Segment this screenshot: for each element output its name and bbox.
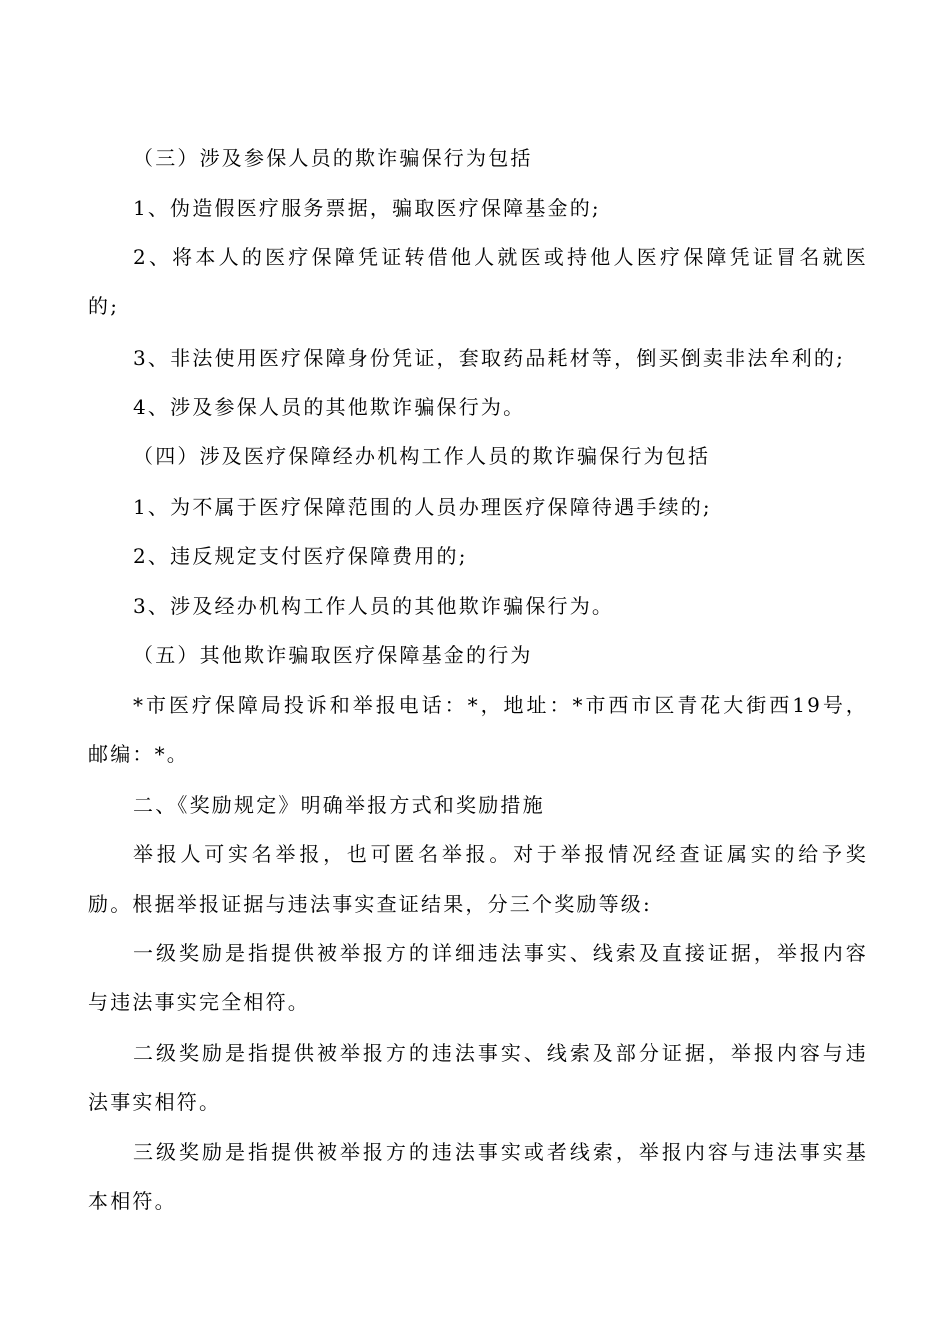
reward-level-one-continued: 与违法事实完全相符。 [88, 990, 310, 1014]
list-item: 3、涉及经办机构工作人员的其他欺诈骗保行为。 [133, 594, 615, 618]
reward-level-three: 三级奖励是指提供被举报方的违法事实或者线索，举报内容与违法事实基 [133, 1140, 868, 1164]
reward-level-one: 一级奖励是指提供被举报方的详细违法事实、线索及直接证据，举报内容 [133, 941, 868, 965]
list-item: 1、伪造假医疗服务票据，骗取医疗保障基金的; [133, 196, 601, 220]
section-heading-two: 二、《奖励规定》明确举报方式和奖励措施 [133, 793, 545, 817]
report-paragraph: 举报人可实名举报，也可匿名举报。对于举报情况经查证属实的给予奖 [133, 842, 868, 866]
list-item: 2、将本人的医疗保障凭证转借他人就医或持他人医疗保障凭证冒名就医 [133, 245, 868, 269]
reward-level-two-continued: 法事实相符。 [88, 1090, 222, 1114]
reward-level-two: 二级奖励是指提供被举报方的违法事实、线索及部分证据，举报内容与违 [133, 1041, 868, 1065]
heading-three: （三）涉及参保人员的欺诈骗保行为包括 [133, 146, 533, 170]
heading-four: （四）涉及医疗保障经办机构工作人员的欺诈骗保行为包括 [133, 444, 711, 468]
heading-five: （五）其他欺诈骗取医疗保障基金的行为 [133, 643, 533, 667]
reward-level-three-continued: 本相符。 [88, 1189, 177, 1213]
list-item: 4、涉及参保人员的其他欺诈骗保行为。 [133, 395, 526, 419]
list-item: 1、为不属于医疗保障范围的人员办理医疗保障待遇手续的; [133, 495, 712, 519]
contact-paragraph: *市医疗保障局投诉和举报电话：*，地址：*市西市区青花大街西19号， [133, 693, 868, 717]
list-item: 3、非法使用医疗保障身份凭证，套取药品耗材等，倒买倒卖非法牟利的; [133, 346, 846, 370]
list-item-continued: 的; [88, 294, 120, 318]
contact-paragraph-continued: 邮编：*。 [88, 742, 189, 766]
list-item: 2、违反规定支付医疗保障费用的; [133, 544, 468, 568]
report-paragraph-continued: 励。根据举报证据与违法事实查证结果，分三个奖励等级: [88, 892, 652, 916]
